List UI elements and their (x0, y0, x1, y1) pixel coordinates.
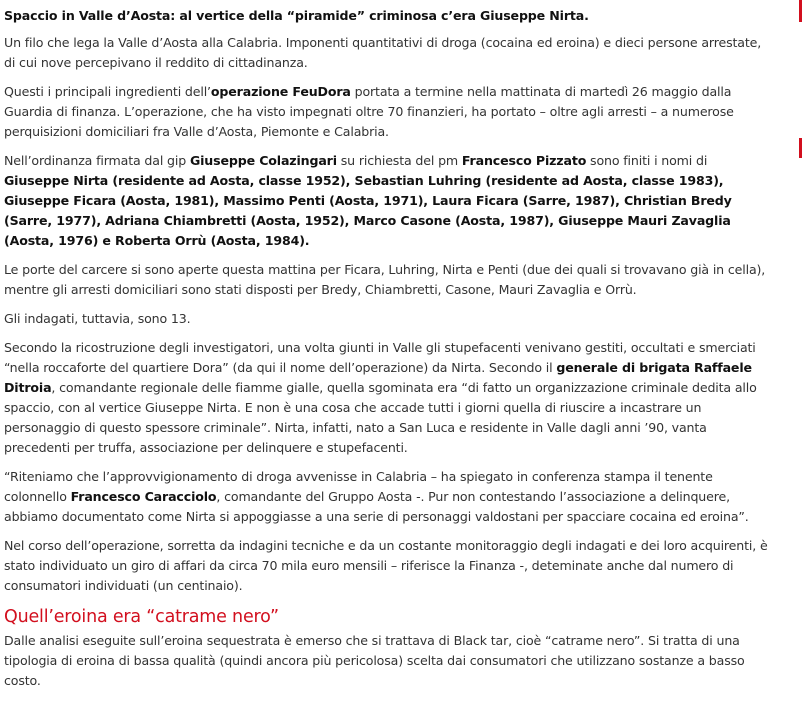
paragraph-investigation: Secondo la ricostruzione degli investigatori, una volta giunti in Valle gli stupefacenti venivano gestiti, occultati e smerciati “nella roccaforte del quartiere Dora” (da qui il nome dell’operazione) da Nirta. Secondo il generale di brigata Raffaele Ditroia, comandante regionale delle fiamme gialle, quella sgominata era “di fatto un organizzazione criminale dedita allo spaccio, con al vertice Giuseppe Nirta. E non è una cosa che accade tutti i giorni quella di riuscire a incastrare un personaggio di questo spessore criminale”. Nirta, infatti, nato a San Luca e residente in Valle dagli anni ’90, vanta precedenti per truffa, associazione per delinquere e stupefacenti. (4, 340, 757, 455)
article-body (4, 6, 774, 700)
judge-name: Giuseppe Colazingari (189, 153, 337, 168)
paragraph-quote: “Riteniamo che l’approvvigionamento di droga avvenisse in Calabria – ha spiegato in conferenza stampa il tenente colonnello Francesco Caracciolo, comandante del Gruppo Aosta -. Pur non contestando l’associazione a delinquere, abbiamo documentato come Nirta si appoggiasse a una serie di personaggi valdostani per spacciare cocaina ed eroina”. (4, 469, 749, 524)
paragraph-black-tar: Dalle analisi eseguite sull’eroina sequestrata è emerso che si trattava di Black tar, cioè “catrame nero”. Si tratta di una tipologia di eroina di bassa qualità (quindi ancora più pericolosa) scelta dai consumatori che utilizzano sostanze a basso costo. (4, 633, 745, 688)
general-name: generale di brigata Raffaele Ditroia (4, 360, 752, 395)
operation-name: operazione FeuDora (210, 84, 351, 99)
paragraph-ordinance: Nell’ordinanza firmata dal gip Giuseppe Colazingari su richiesta del pm Francesco Pizzato sono finiti i nomi di Giuseppe Nirta (residente ad Aosta, classe 1952), Sebastian Luhring (residente ad Aosta, classe 1983), Giuseppe Ficara (Aosta, 1981), Massimo Penti (Aosta, 1971), Laura Ficara (Sarre, 1987), Christian Bredy (Sarre, 1977), Adriana Chiambretti (Aosta, 1952), Marco Casone (Aosta, 1987), Giuseppe Mauri Zavaglia (Aosta, 1976) e Roberta Orrù (Aosta, 1984). (4, 153, 732, 248)
paragraph-arrests: Le porte del carcere si sono aperte questa mattina per Ficara, Luhring, Nirta e Penti (due dei quali si trovavano già in cella), mentre gli arresti domiciliari sono stati disposti per Bredy, Chiambretti, Casone, Mauri Zavaglia e Orrù. (4, 262, 766, 297)
paragraph-business: Nel corso dell’operazione, sorretta da indagini tecniche e da un costante monitoraggio degli indagati e dei loro acquirenti, è stato individuato un giro di affari da circa 70 mila euro mensili – riferisce la Finanza -, deteminate anche dal numero di consumatori individuati (un centinaio). (4, 538, 768, 593)
prosecutor-name: Francesco Pizzato (461, 153, 587, 168)
paragraph-intro: Un filo che lega la Valle d’Aosta alla Calabria. Imponenti quantitativi di droga (cocaina ed eroina) e dieci persone arrestate, di cui nove percepivano il reddito di cittadinanza. (4, 35, 762, 70)
arrested-names: Giuseppe Nirta (residente ad Aosta, classe 1952), Sebastian Luhring (residente ad Aosta, classe 1983), Giuseppe Ficara (Aosta, 1981), Massimo Penti (Aosta, 1971), Laura Ficara (Sarre, 1987), Christian Bredy (Sarre, 1977), Adriana Chiambretti (Aosta, 1952), Marco Casone (Aosta, 1987), Giuseppe Mauri Zavaglia (Aosta, 1976) e Roberta Orrù (Aosta, 1984). (4, 173, 732, 248)
paragraph-operation: Questi i principali ingredienti dell’operazione FeuDora portata a termine nella mattinata di martedì 26 maggio dalla Guardia di finanza. L’operazione, che ha visto impegnati oltre 70 finanzieri, ha portato – oltre agli arresti – a numerose perquisizioni domiciliari fra Valle d’Aosta, Piemonte e Calabria. (4, 84, 734, 139)
colonel-name: Francesco Caracciolo (70, 489, 217, 504)
article-headline: Spaccio in Valle d’Aosta: al vertice della “piramide” criminosa c’era Giuseppe Nirta. (4, 8, 589, 23)
subheading: Quell’eroina era “catrame nero” (4, 607, 279, 627)
paragraph-suspects-count: Gli indagati, tuttavia, sono 13. (4, 311, 191, 326)
